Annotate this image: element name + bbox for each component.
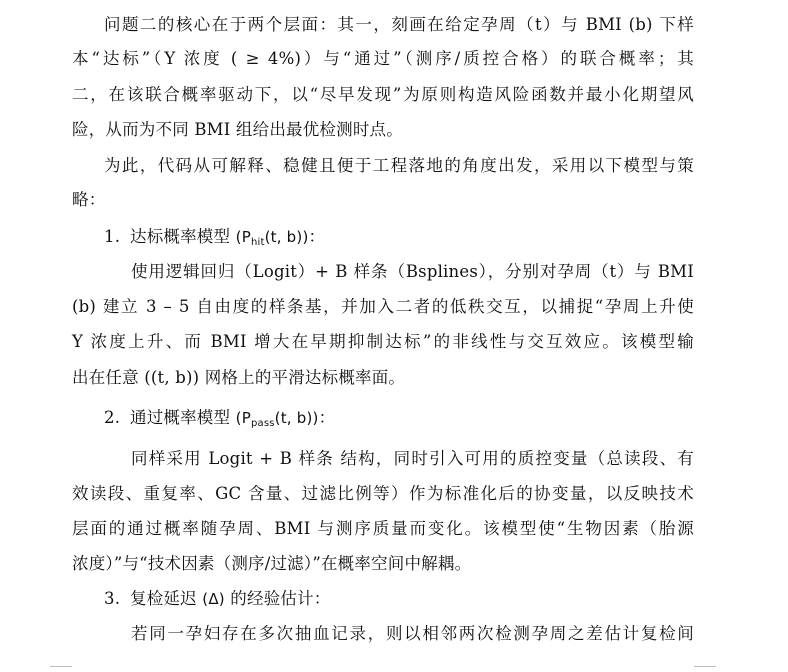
paragraph-2-line-2: 略： xyxy=(72,190,106,209)
item-2-body-line-3: 层面的通过概率随孕周、BMI 与测序质量而变化。该模型使“生物因素（胎源 xyxy=(72,519,694,538)
item-1-body-line-1: 使用逻辑回归（Logit）+ B 样条（Bsplines），分别对孕周（t）与 BMI xyxy=(131,262,694,281)
item-1-body-line-2: (b) 建立 3 – 5 自由度的样条基，并加入二者的低秩交互，以捕捉“孕周上升使 xyxy=(72,297,694,316)
item-1-heading: 1. 达标概率模型 ($P_{hit}(t$, b))： xyxy=(104,227,326,248)
item-3-body-line-1: 若同一孕妇存在多次抽血记录，则以相邻两次检测孕周之差估计复检间 xyxy=(131,624,694,643)
paragraph-1-line-2: 本“达标”（Y 浓度 ( ≥ 4%)）与“通过”（测序/质控合格）的联合概率；其 xyxy=(72,49,694,68)
item-3-number: 3. xyxy=(104,589,121,608)
item-3-title: 复检延迟 xyxy=(130,589,197,608)
item-3-formula: (Δ) xyxy=(202,590,225,608)
item-1-body-line-3: Y 浓度上升、而 BMI 增大在早期抑制达标”的非线性与交互效应。该模型输 xyxy=(72,332,694,351)
page-corner-right xyxy=(694,666,716,672)
item-2-number: 2. xyxy=(104,408,121,427)
item-2-body-line-2: 效读段、重复率、GC 含量、过滤比例等）作为标准化后的协变量，以反映技术 xyxy=(72,484,694,503)
item-2-body-line-4: 浓度）”与“技术因素（测序/过滤）”在概率空间中解耦。 xyxy=(72,554,472,573)
paragraph-2-line-1: 为此，代码从可解释、稳健且便于工程落地的角度出发，采用以下模型与策 xyxy=(104,156,694,175)
page-corner-left xyxy=(50,666,72,672)
item-1-number: 1. xyxy=(104,227,121,246)
item-2-formula: ($P_{pass}(t$, b)) xyxy=(235,409,319,429)
item-1-title: 达标概率模型 xyxy=(130,227,231,246)
item-2-heading: 2. 通过概率模型 ($P_{pass}(t$, b))： xyxy=(104,408,336,429)
item-1-body-line-4: 出在任意 ((t, b)) 网格上的平滑达标概率面。 xyxy=(72,368,406,387)
paragraph-1-line-4: 险，从而为不同 BMI 组给出最优检测时点。 xyxy=(72,120,403,139)
paragraph-1-line-3: 二，在该联合概率驱动下，以“尽早发现”为原则构造风险函数并最小化期望风 xyxy=(72,85,694,104)
item-2-title: 通过概率模型 xyxy=(130,408,231,427)
paragraph-1-line-1: 问题二的核心在于两个层面：其一，刻画在给定孕周（t）与 BMI (b) 下样 xyxy=(104,15,694,34)
item-3-heading: 3. 复检延迟 (Δ) 的经验估计： xyxy=(104,589,331,608)
item-1-formula: ($P_{hit}(t$, b)) xyxy=(235,228,309,248)
item-2-body-line-1: 同样采用 Logit + B 样条 结构，同时引入可用的质控变量（总读段、有 xyxy=(131,449,694,468)
